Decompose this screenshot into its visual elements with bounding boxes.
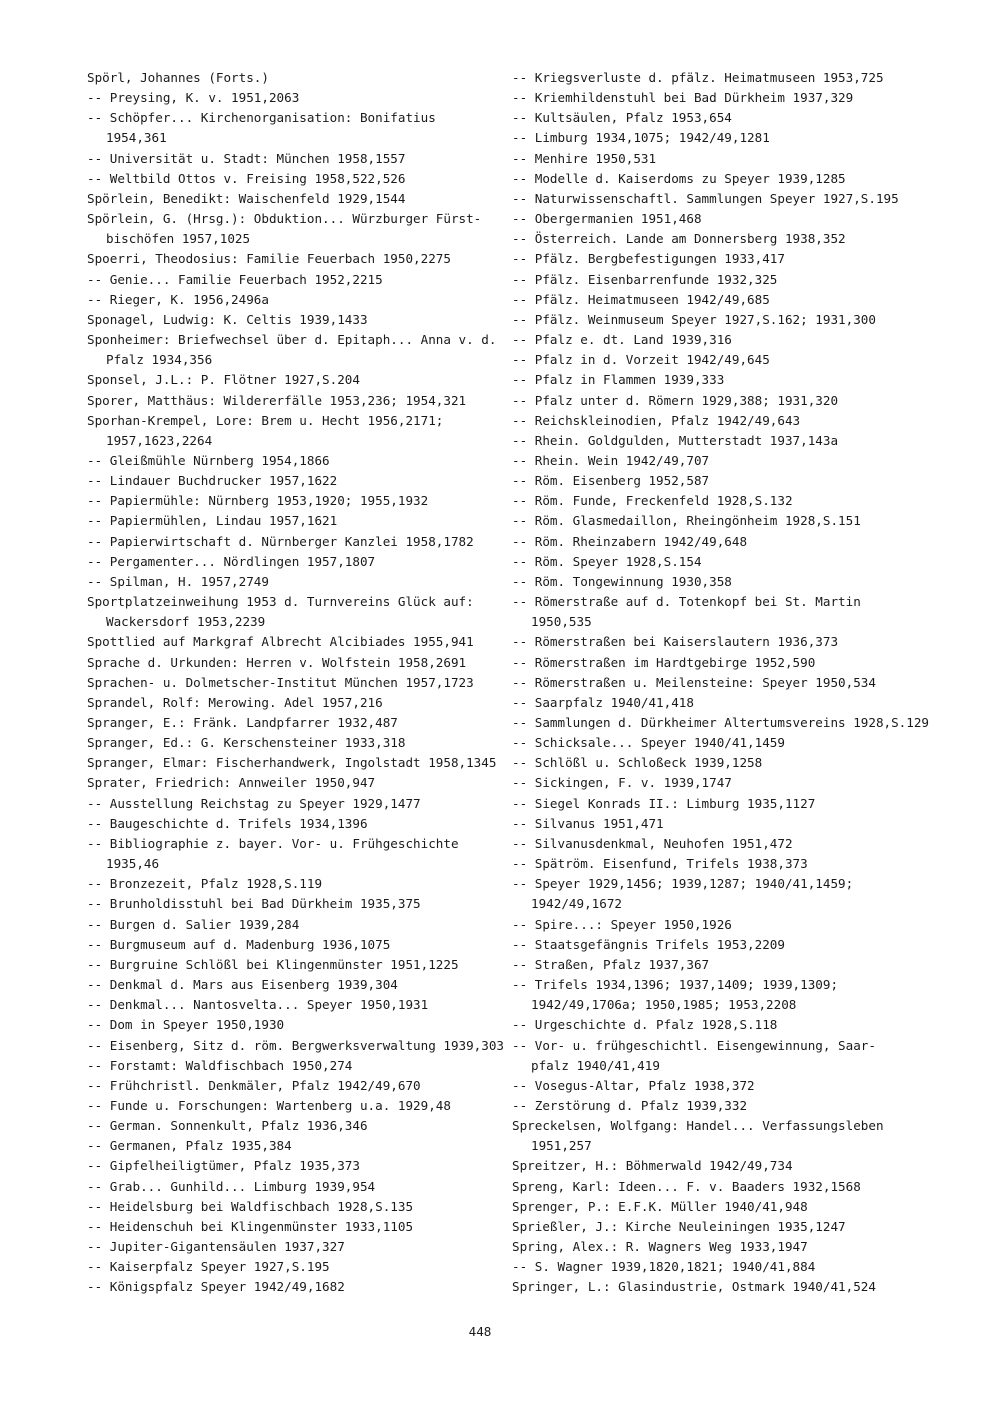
index-entry: Spranger, Ed.: G. Kerschensteiner 1933,318 — [87, 735, 406, 751]
index-entry: Sprießler, J.: Kirche Neuleiningen 1935,1247 — [512, 1218, 846, 1234]
index-entry: -- Burgruine Schlößl bei Klingenmünster 1951,1225 — [87, 956, 459, 972]
index-entry: -- Staatsgefängnis Trifels 1953,2209 — [512, 936, 785, 952]
index-entry: -- Grab... Gunhild... Limburg 1939,954 — [87, 1178, 376, 1194]
index-entry: -- Weltbild Ottos v. Freising 1958,522,526 — [87, 170, 406, 186]
index-entry: -- Sickingen, F. v. 1939,1747 — [512, 775, 732, 791]
index-entry-continuation: Wackersdorf 1953,2239 — [106, 614, 266, 630]
index-entry: -- Naturwissenschaftl. Sammlungen Speyer 1927,S.195 — [512, 190, 899, 206]
index-entry: Spreckelsen, Wolfgang: Handel... Verfassungsleben — [512, 1118, 884, 1134]
index-entry: Sponagel, Ludwig: K. Celtis 1939,1433 — [87, 311, 368, 327]
index-entry-continuation: 1950,535 — [531, 614, 592, 630]
index-entry: -- Dom in Speyer 1950,1930 — [87, 1017, 285, 1033]
index-entry: -- Römerstraßen bei Kaiserslautern 1936,373 — [512, 634, 839, 650]
index-entry: -- Röm. Tongewinnung 1930,358 — [512, 573, 732, 589]
index-entry: -- Röm. Speyer 1928,S.154 — [512, 553, 702, 569]
index-entry: -- Vosegus-Altar, Pfalz 1938,372 — [512, 1077, 755, 1093]
index-column-left — [87, 68, 505, 1298]
index-entry: -- Trifels 1934,1396; 1937,1409; 1939,1309; — [512, 977, 839, 993]
index-entry: Sporer, Matthäus: Wildererfälle 1953,236; 1954,321 — [87, 392, 467, 408]
index-entry: -- Röm. Rheinzabern 1942/49,648 — [512, 533, 748, 549]
index-entry: -- Urgeschichte d. Pfalz 1928,S.118 — [512, 1017, 778, 1033]
index-entry: -- Heidenschuh bei Klingenmünster 1933,1105 — [87, 1218, 414, 1234]
index-entry: -- German. Sonnenkult, Pfalz 1936,346 — [87, 1118, 368, 1134]
index-entry: -- Saarpfalz 1940/41,418 — [512, 694, 694, 710]
page-number: 448 — [468, 1324, 492, 1339]
index-entry: Spranger, E.: Fränk. Landpfarrer 1932,487 — [87, 715, 398, 730]
index-entry: -- Preysing, K. v. 1951,2063 — [87, 90, 300, 106]
index-entry: Spottlied auf Markgraf Albrecht Alcibiades 1955,941 — [87, 634, 474, 650]
index-entry: -- Gleißmühle Nürnberg 1954,1866 — [87, 452, 330, 468]
index-entry: -- Kriemhildenstuhl bei Bad Dürkheim 1937,329 — [512, 90, 854, 106]
index-entry: Sportplatzeinweihung 1953 d. Turnvereins Glück auf: — [87, 594, 474, 610]
index-entry: -- S. Wagner 1939,1820,1821; 1940/41,884 — [512, 1259, 816, 1275]
index-entry: -- Pfälz. Bergbefestigungen 1933,417 — [512, 251, 785, 267]
index-entry-continuation: 1942/49,1706a; 1950,1985; 1953,2208 — [531, 997, 797, 1013]
index-entry: -- Pfälz. Heimatmuseen 1942/49,685 — [512, 291, 770, 307]
index-entry: -- Bibliographie z. bayer. Vor- u. Frühgeschichte — [87, 835, 459, 851]
index-entry: -- Burgen d. Salier 1939,284 — [87, 916, 300, 932]
index-entry: -- Heidelsburg bei Waldfischbach 1928,S.135 — [87, 1198, 414, 1214]
index-entry: -- Schöpfer... Kirchenorganisation: Bonifatius — [87, 110, 436, 126]
index-entry: -- Pfalz unter d. Römern 1929,388; 1931,320 — [512, 392, 839, 408]
index-entry: -- Spätröm. Eisenfund, Trifels 1938,373 — [512, 856, 808, 872]
index-entry: -- Germanen, Pfalz 1935,384 — [87, 1138, 292, 1154]
index-entry: -- Genie... Familie Feuerbach 1952,2215 — [87, 271, 383, 287]
index-entry: -- Brunholdisstuhl bei Bad Dürkheim 1935,375 — [87, 896, 421, 912]
index-entry: Sponheimer: Briefwechsel über d. Epitaph... Anna v. d. — [87, 332, 497, 348]
index-entry: -- Denkmal... Nantosvelta... Speyer 1950,1931 — [87, 997, 429, 1013]
index-entry: -- Funde u. Forschungen: Wartenberg u.a. 1929,48 — [87, 1097, 451, 1113]
index-entry: -- Lindauer Buchdrucker 1957,1622 — [87, 473, 338, 489]
index-entry: Spörlein, Benedikt: Waischenfeld 1929,1544 — [87, 190, 406, 206]
index-entry: -- Gipfelheiligtümer, Pfalz 1935,373 — [87, 1158, 360, 1174]
index-entry: Spranger, Elmar: Fischerhandwerk, Ingolstadt 1958,1345 — [87, 755, 497, 771]
index-entry: -- Schicksale... Speyer 1940/41,1459 — [512, 735, 785, 751]
index-entry-continuation: pfalz 1940/41,419 — [531, 1057, 660, 1073]
index-entry: -- Silvanus 1951,471 — [512, 815, 664, 831]
index-entry: -- Römerstraßen u. Meilensteine: Speyer 1950,534 — [512, 674, 876, 690]
index-entry: -- Zerstörung d. Pfalz 1939,332 — [512, 1097, 748, 1113]
index-entry: -- Papiermühlen, Lindau 1957,1621 — [87, 513, 338, 529]
index-entry: -- Burgmuseum auf d. Madenburg 1936,1075 — [87, 936, 391, 952]
index-entry: -- Pfalz e. dt. Land 1939,316 — [512, 332, 732, 348]
index-entry: -- Kultsäulen, Pfalz 1953,654 — [512, 110, 732, 126]
index-entry: Spörlein, G. (Hrsg.): Obduktion... Würzburger Fürst- — [87, 211, 482, 227]
index-entry: -- Königspfalz Speyer 1942/49,1682 — [87, 1279, 345, 1295]
index-entry: Sprache d. Urkunden: Herren v. Wolfstein 1958,2691 — [87, 654, 467, 670]
index-entry: Sprachen- u. Dolmetscher-Institut München 1957,1723 — [87, 674, 474, 690]
index-entry: -- Universität u. Stadt: München 1958,1557 — [87, 150, 406, 166]
index-entry: -- Röm. Glasmedaillon, Rheingönheim 1928,S.151 — [512, 513, 861, 529]
index-entry: -- Bronzezeit, Pfalz 1928,S.119 — [87, 876, 323, 892]
index-entry: -- Eisenberg, Sitz d. röm. Bergwerksverwaltung 1939,303 — [87, 1037, 505, 1053]
index-entry: -- Papiermühle: Nürnberg 1953,1920; 1955,1932 — [87, 493, 429, 509]
index-entry: -- Modelle d. Kaiserdoms zu Speyer 1939,1285 — [512, 170, 846, 186]
index-entry: -- Spire...: Speyer 1950,1926 — [512, 916, 732, 932]
index-entry-continuation: 1935,46 — [106, 856, 160, 872]
index-entry: Sprandel, Rolf: Merowing. Adel 1957,216 — [87, 694, 383, 710]
index-entry: -- Römerstraßen im Hardtgebirge 1952,590 — [512, 654, 816, 670]
index-entry: Spörl, Johannes (Forts.) — [87, 70, 269, 85]
index-entry: Spring, Alex.: R. Wagners Weg 1933,1947 — [512, 1239, 808, 1255]
index-entry: -- Kaiserpfalz Speyer 1927,S.195 — [87, 1259, 330, 1275]
index-entry-continuation: bischöfen 1957,1025 — [106, 231, 251, 247]
index-entry: -- Silvanusdenkmal, Neuhofen 1951,472 — [512, 835, 793, 851]
index-entry: -- Obergermanien 1951,468 — [512, 211, 702, 227]
index-entry: -- Menhire 1950,531 — [512, 150, 657, 166]
index-entry: Sponsel, J.L.: P. Flötner 1927,S.204 — [87, 372, 360, 388]
index-entry: -- Frühchristl. Denkmäler, Pfalz 1942/49,670 — [87, 1077, 421, 1093]
index-entry: -- Pergamenter... Nördlingen 1957,1807 — [87, 553, 376, 569]
index-entry: -- Ausstellung Reichstag zu Speyer 1929,1477 — [87, 795, 421, 811]
index-entry: -- Röm. Eisenberg 1952,587 — [512, 473, 710, 489]
index-entry: Spreng, Karl: Ideen... F. v. Baaders 1932,1568 — [512, 1178, 861, 1194]
index-entry: -- Reichskleinodien, Pfalz 1942/49,643 — [512, 412, 801, 428]
index-entry: Sprater, Friedrich: Annweiler 1950,947 — [87, 775, 376, 791]
index-entry: -- Pfalz in Flammen 1939,333 — [512, 372, 725, 388]
index-entry: -- Österreich. Lande am Donnersberg 1938,352 — [512, 231, 846, 247]
index-entry: -- Vor- u. frühgeschichtl. Eisengewinnung, Saar- — [512, 1037, 876, 1053]
index-entry: -- Pfalz in d. Vorzeit 1942/49,645 — [512, 352, 770, 368]
index-entry: -- Speyer 1929,1456; 1939,1287; 1940/41,1459; — [512, 876, 854, 892]
index-entry: -- Forstamt: Waldfischbach 1950,274 — [87, 1057, 353, 1073]
index-entry: -- Papierwirtschaft d. Nürnberger Kanzlei 1958,1782 — [87, 533, 474, 549]
index-entry-continuation: Pfalz 1934,356 — [106, 352, 213, 368]
index-entry: -- Limburg 1934,1075; 1942/49,1281 — [512, 130, 770, 146]
index-entry: -- Schlößl u. Schloßeck 1939,1258 — [512, 755, 763, 771]
index-entry: -- Rhein. Wein 1942/49,707 — [512, 452, 710, 468]
index-entry: -- Jupiter-Gigantensäulen 1937,327 — [87, 1239, 345, 1255]
index-entry: -- Pfälz. Eisenbarrenfunde 1932,325 — [512, 271, 778, 287]
index-entry: -- Spilman, H. 1957,2749 — [87, 573, 269, 589]
index-entry: Spreitzer, H.: Böhmerwald 1942/49,734 — [512, 1158, 793, 1174]
index-entry: Sporhan-Krempel, Lore: Brem u. Hecht 1956,2171; — [87, 412, 444, 428]
index-entry-continuation: 1951,257 — [531, 1138, 592, 1154]
index-entry: Springer, L.: Glasindustrie, Ostmark 1940/41,524 — [512, 1279, 876, 1295]
index-entry: -- Kriegsverluste d. pfälz. Heimatmuseen 1953,725 — [512, 70, 884, 85]
index-entry: -- Rhein. Goldgulden, Mutterstadt 1937,143a — [512, 432, 839, 448]
index-entry: -- Röm. Funde, Freckenfeld 1928,S.132 — [512, 493, 793, 509]
index-entry: -- Römerstraße auf d. Totenkopf bei St. Martin — [512, 594, 861, 610]
index-entry-continuation: 1957,1623,2264 — [106, 432, 213, 448]
index-entry: -- Baugeschichte d. Trifels 1934,1396 — [87, 815, 368, 831]
index-column-right — [512, 68, 932, 1298]
index-entry: -- Sammlungen d. Dürkheimer Altertumsvereins 1928,S.129 — [512, 715, 930, 730]
index-entry-continuation: 1954,361 — [106, 130, 167, 146]
index-entry: -- Straßen, Pfalz 1937,367 — [512, 956, 710, 972]
index-entry: Sprenger, P.: E.F.K. Müller 1940/41,948 — [512, 1198, 808, 1214]
index-entry-continuation: 1942/49,1672 — [531, 896, 622, 912]
index-entry: -- Siegel Konrads II.: Limburg 1935,1127 — [512, 795, 816, 811]
index-entry: -- Denkmal d. Mars aus Eisenberg 1939,304 — [87, 977, 398, 993]
index-entry: -- Rieger, K. 1956,2496a — [87, 291, 269, 307]
index-entry: -- Pfälz. Weinmuseum Speyer 1927,S.162; 1931,300 — [512, 311, 876, 327]
index-entry: Spoerri, Theodosius: Familie Feuerbach 1950,2275 — [87, 251, 451, 267]
